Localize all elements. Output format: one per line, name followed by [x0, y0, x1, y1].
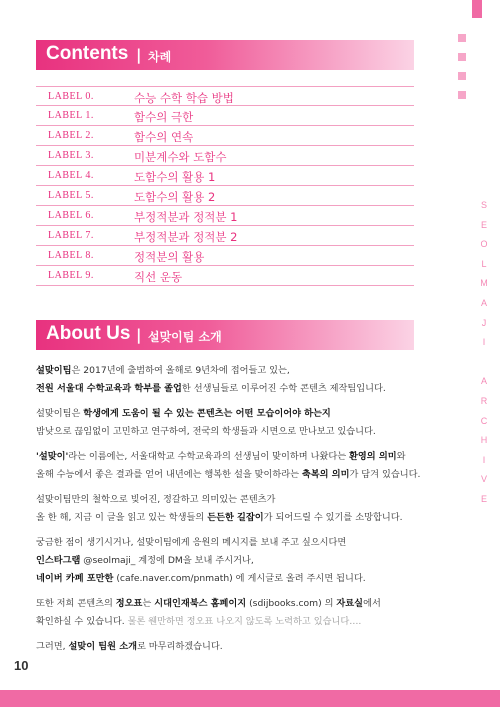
bold-text: 네이버 카페 포만한	[36, 573, 114, 584]
toc-title: 부정적분과 정적분 1	[134, 210, 238, 224]
text: 그러면,	[36, 641, 69, 652]
paragraph	[36, 448, 436, 484]
text: 설맞이팀만의 철학으로 빚어진, 정갈하고 의미있는 콘텐츠가	[36, 494, 276, 505]
header-separator: |	[136, 326, 142, 344]
paragraph	[36, 405, 436, 441]
text: 가 되어드릴 수 있기를 소망합니다.	[263, 512, 403, 523]
bold-text: 든든한 길잡이	[207, 512, 264, 523]
text: 에서	[363, 598, 381, 609]
toc-label: LABEL 6.	[48, 210, 94, 221]
about-title-ko: 설맞이팀 소개	[148, 330, 222, 344]
toc-row[interactable]	[36, 146, 414, 166]
text: (cafe.naver.com/pnmath) 에 게시글로 올려 주시면 됩니다.	[113, 573, 366, 584]
text: 와	[396, 451, 406, 462]
side-vertical-text	[476, 200, 492, 514]
toc-label: LABEL 0.	[48, 91, 94, 102]
side-letter: E	[480, 493, 487, 504]
text: 확인하실 수 있습니다.	[36, 616, 128, 627]
toc-row[interactable]	[36, 86, 414, 106]
bold-text: 설맞이 팀원 소개	[68, 641, 137, 652]
toc-row[interactable]	[36, 166, 414, 186]
toc-label: LABEL 3.	[48, 150, 94, 161]
toc-label: LABEL 2.	[48, 130, 94, 141]
side-letter: R	[480, 395, 488, 406]
bold-text: 학생에게 도움이 될 수 있는 콘텐츠는 어떤 모습이어야 하는지	[83, 408, 331, 419]
text: @seolmaji_ 계정에 DM을 보내 주시거나,	[80, 555, 254, 566]
text: 밤낮으로 끊임없이 고민하고 연구하여, 전국의 학생들과 시면으로 만나보고 있습니다.	[36, 426, 376, 437]
side-letter: S	[480, 200, 487, 210]
side-letter	[476, 357, 492, 377]
text: 로 마무리하겠습니다.	[137, 641, 223, 652]
bottom-bar	[0, 690, 500, 707]
about-title-en: About Us	[46, 323, 131, 344]
text: 설맞이팀은	[36, 408, 84, 419]
toc-row[interactable]	[36, 186, 414, 206]
contents-title-en: Contents	[46, 43, 129, 64]
bold-text: 시대인재북스 홈페이지	[154, 598, 247, 609]
side-letter: L	[481, 258, 487, 269]
bold-text: 정오표	[115, 598, 143, 609]
paragraph	[36, 362, 436, 398]
contents-header	[36, 40, 414, 70]
text: 올 한 해, 지금 이 글을 읽고 있는 학생들의	[36, 512, 208, 523]
toc-label: LABEL 4.	[48, 170, 94, 181]
toc-label: LABEL 9.	[48, 270, 94, 281]
deco-square	[458, 72, 466, 80]
toc-label: LABEL 5.	[48, 190, 94, 201]
toc-label: LABEL 7.	[48, 230, 94, 241]
about-header	[36, 320, 414, 350]
paragraph	[36, 534, 436, 588]
side-letter: V	[480, 474, 487, 485]
side-letter: O	[480, 239, 488, 250]
side-letter: A	[480, 297, 487, 308]
toc-row[interactable]	[36, 126, 414, 146]
bold-text: 전원 서울대 수학교육과 학부를 졸업	[36, 383, 182, 394]
contents-title-ko: 차례	[148, 50, 172, 64]
paragraph	[36, 638, 436, 656]
text: 또한 저희 콘텐츠의	[36, 598, 116, 609]
toc-title: 도함수의 활용 1	[134, 170, 216, 184]
gray-note: 물론 웬만하면 정오표 나오지 않도록 노력하고 있습니다….	[127, 616, 362, 627]
toc-title: 함수의 극한	[134, 110, 194, 124]
toc-title: 미분계수와 도함수	[134, 150, 227, 164]
text: 가 담겨 있습니다.	[349, 469, 421, 480]
bold-text: 자료실	[336, 598, 364, 609]
toc-label: LABEL 8.	[48, 250, 94, 261]
paragraph	[36, 491, 436, 527]
toc-row[interactable]	[36, 206, 414, 226]
text: 라는 이름에는, 서울대학교 수학교육과의 선생님이 맞이하며 나왔다는	[68, 451, 350, 462]
toc-row[interactable]	[36, 266, 414, 286]
bold-text: 인스타그램	[36, 555, 81, 566]
toc-row[interactable]	[36, 246, 414, 266]
side-letter: I	[482, 454, 486, 465]
text: 올해 수능에서 좋은 결과를 얻어 내년에는 행복한 설을 맞이하라는	[36, 469, 302, 480]
side-letter: H	[480, 435, 488, 446]
toc-row[interactable]	[36, 226, 414, 246]
bold-text: 설맞이팀	[36, 365, 72, 376]
text: 은 2017년에 출범하여 올해로 9년차에 접어들고 있는,	[71, 365, 290, 376]
corner-decoration	[472, 0, 482, 18]
toc-title: 도함수의 활용 2	[134, 190, 216, 204]
page-number: 10	[14, 658, 29, 673]
text: 는	[142, 598, 155, 609]
bold-text: 축복의 의미	[301, 469, 350, 480]
toc-title: 함수의 연속	[134, 130, 194, 144]
paragraph	[36, 595, 436, 631]
text: 궁금한 점이 생기시거나, 설맞이팀에게 응원의 메시지를 보내 주고 싶으시다면	[36, 537, 347, 548]
table-of-contents	[36, 86, 414, 286]
about-body	[36, 362, 436, 663]
toc-title: 수능 수학 학습 방법	[134, 91, 234, 105]
toc-title: 부정적분과 정적분 2	[134, 230, 238, 244]
toc-title: 직선 운동	[134, 270, 183, 284]
bold-text: '설맞이'	[36, 451, 69, 462]
deco-square	[458, 34, 466, 42]
side-letter: I	[482, 337, 486, 348]
side-letter: M	[480, 278, 488, 289]
text: (sdijbooks.com) 의	[246, 598, 337, 609]
bold-text: 환영의 의미	[349, 451, 397, 462]
toc-title: 정적분의 활용	[134, 250, 205, 264]
side-letter: A	[480, 376, 487, 387]
side-letter: C	[480, 415, 488, 426]
header-separator: |	[136, 46, 142, 64]
side-letter: J	[481, 317, 487, 328]
text: 한 선생님들로 이루어진 수학 콘텐츠 제작팀입니다.	[181, 383, 386, 394]
deco-square	[458, 91, 466, 99]
side-letter: E	[480, 219, 487, 230]
toc-row[interactable]	[36, 106, 414, 126]
toc-label: LABEL 1.	[48, 110, 94, 121]
deco-square	[458, 53, 466, 61]
